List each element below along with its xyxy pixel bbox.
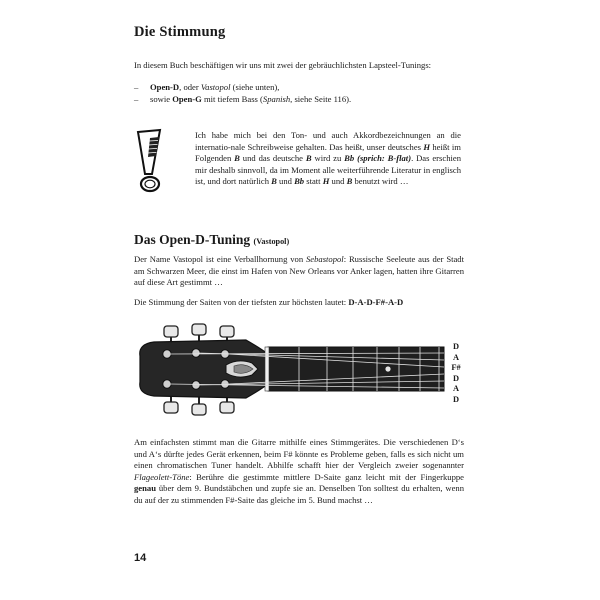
note-text: und das deutsche xyxy=(239,153,306,164)
note-note: H xyxy=(423,141,431,152)
note-text: . Das erschien mir deshalb sinnvoll, da im Moment alle weiterführende Literatur in englisch ist, und dort natürlich xyxy=(195,153,461,187)
section-title-text: Das Open-D-Tuning xyxy=(134,232,251,247)
string-labels xyxy=(447,342,465,406)
tuning-sequence-paragraph xyxy=(134,297,464,309)
note-text: statt xyxy=(304,176,323,187)
para-text: : Russische Seeleute aus der Stadt am Schwarzen Meer, die einst im Hafen von New Orleans vor Anker lagen, hatten ihre Gitarren auf diese Art gestimmt … xyxy=(134,254,464,288)
string-label: D xyxy=(452,373,460,383)
list-text: mit tiefem Bass ( xyxy=(201,93,263,104)
note-note: H xyxy=(322,176,330,187)
note-text: wird zu xyxy=(311,153,345,164)
note-text: benutzt wird … xyxy=(352,176,409,187)
note-note: B xyxy=(305,153,312,164)
section-title-stimmung: Die Stimmung xyxy=(134,24,226,40)
note-text: heißt im Folgenden xyxy=(195,141,461,164)
tuning-list xyxy=(134,82,464,105)
tuning-name: Open-D xyxy=(150,82,180,92)
list-dash: – xyxy=(134,93,139,104)
string-label: A xyxy=(452,384,460,394)
para-italic: Sebastopol xyxy=(305,254,344,264)
para-italic: Flageolett-Töne xyxy=(134,471,190,482)
string-label: F# xyxy=(451,363,461,373)
note-text: Ich habe mich bei den Ton- und auch Akkordbezeichnungen an die internatio-nale Schreibweise gehalten. Das heißt, unser deutsches xyxy=(195,130,461,152)
string-label: D xyxy=(452,342,460,351)
list-text: (siehe unten), xyxy=(230,82,280,92)
guitar-headstock-illustration xyxy=(134,318,464,422)
tuning-name: Open-G xyxy=(172,93,202,104)
note-text: und xyxy=(276,176,295,187)
para-text: Der Name Vastopol ist eine Verballhornung von xyxy=(134,254,306,264)
page-number: 14 xyxy=(134,552,147,564)
list-text: sowie xyxy=(150,93,173,104)
list-item-open-d xyxy=(134,82,464,94)
para-text: Am einfachsten stimmt man die Gitarre mithilfe eines Stimmgerätes. Die verschiedenen D‘s und A‘s dürfte jedes Gerät erkennen, beim F# könnte es Probleme geben, falls es sich nicht um einen chromatischen Tuner handelt. Abhilfe schafft hier der Vergleich zweier sogenannter xyxy=(134,437,464,471)
para-text: Die Stimmung der Saiten von der tiefsten zur höchsten lautet: xyxy=(134,297,349,307)
note-text: und xyxy=(329,176,347,187)
list-dash: – xyxy=(134,82,139,92)
list-text: , oder xyxy=(179,82,201,92)
para-text: über dem 9. Bundstäbchen und zupfe sie an. Denselben Ton solltest du erhalten, wenn du auf der zu stimmenden F#-Saite das gleiche im 5. Bund machst … xyxy=(134,483,464,505)
tuning-sequence: D-A-D-F#-A-D xyxy=(348,297,404,307)
section-title-open-d xyxy=(134,232,289,248)
exclamation-slide-icon xyxy=(132,128,172,194)
notation-note xyxy=(195,130,461,188)
list-item-open-g xyxy=(134,94,464,106)
note-pronounce: (sprich: B-flat) xyxy=(354,153,412,164)
section-subtitle: (Vastopol) xyxy=(253,237,290,246)
string-label: A xyxy=(452,352,460,362)
tuning-alias: Spanish xyxy=(262,93,291,104)
note-note: Bb xyxy=(344,153,355,164)
list-text: , siehe Seite 116). xyxy=(290,93,352,104)
para-bold: genau xyxy=(134,483,156,494)
note-note: Bb xyxy=(294,176,305,187)
string-label: D xyxy=(452,394,460,404)
vastopol-paragraph xyxy=(134,254,464,289)
intro-paragraph: In diesem Buch beschäftigen wir uns mit zwei der gebräuchlichsten Lapsteel-Tunings: xyxy=(134,60,432,70)
para-text: : Berühre die gestimmte mittlere D-Saite ganz leicht mit der Fingerkuppe xyxy=(189,471,464,482)
note-note: B xyxy=(346,176,353,187)
tuning-alias: Vastopol xyxy=(200,82,231,92)
note-note: B xyxy=(234,153,240,164)
tuning-method-paragraph xyxy=(134,437,464,507)
note-note: B xyxy=(271,176,277,187)
